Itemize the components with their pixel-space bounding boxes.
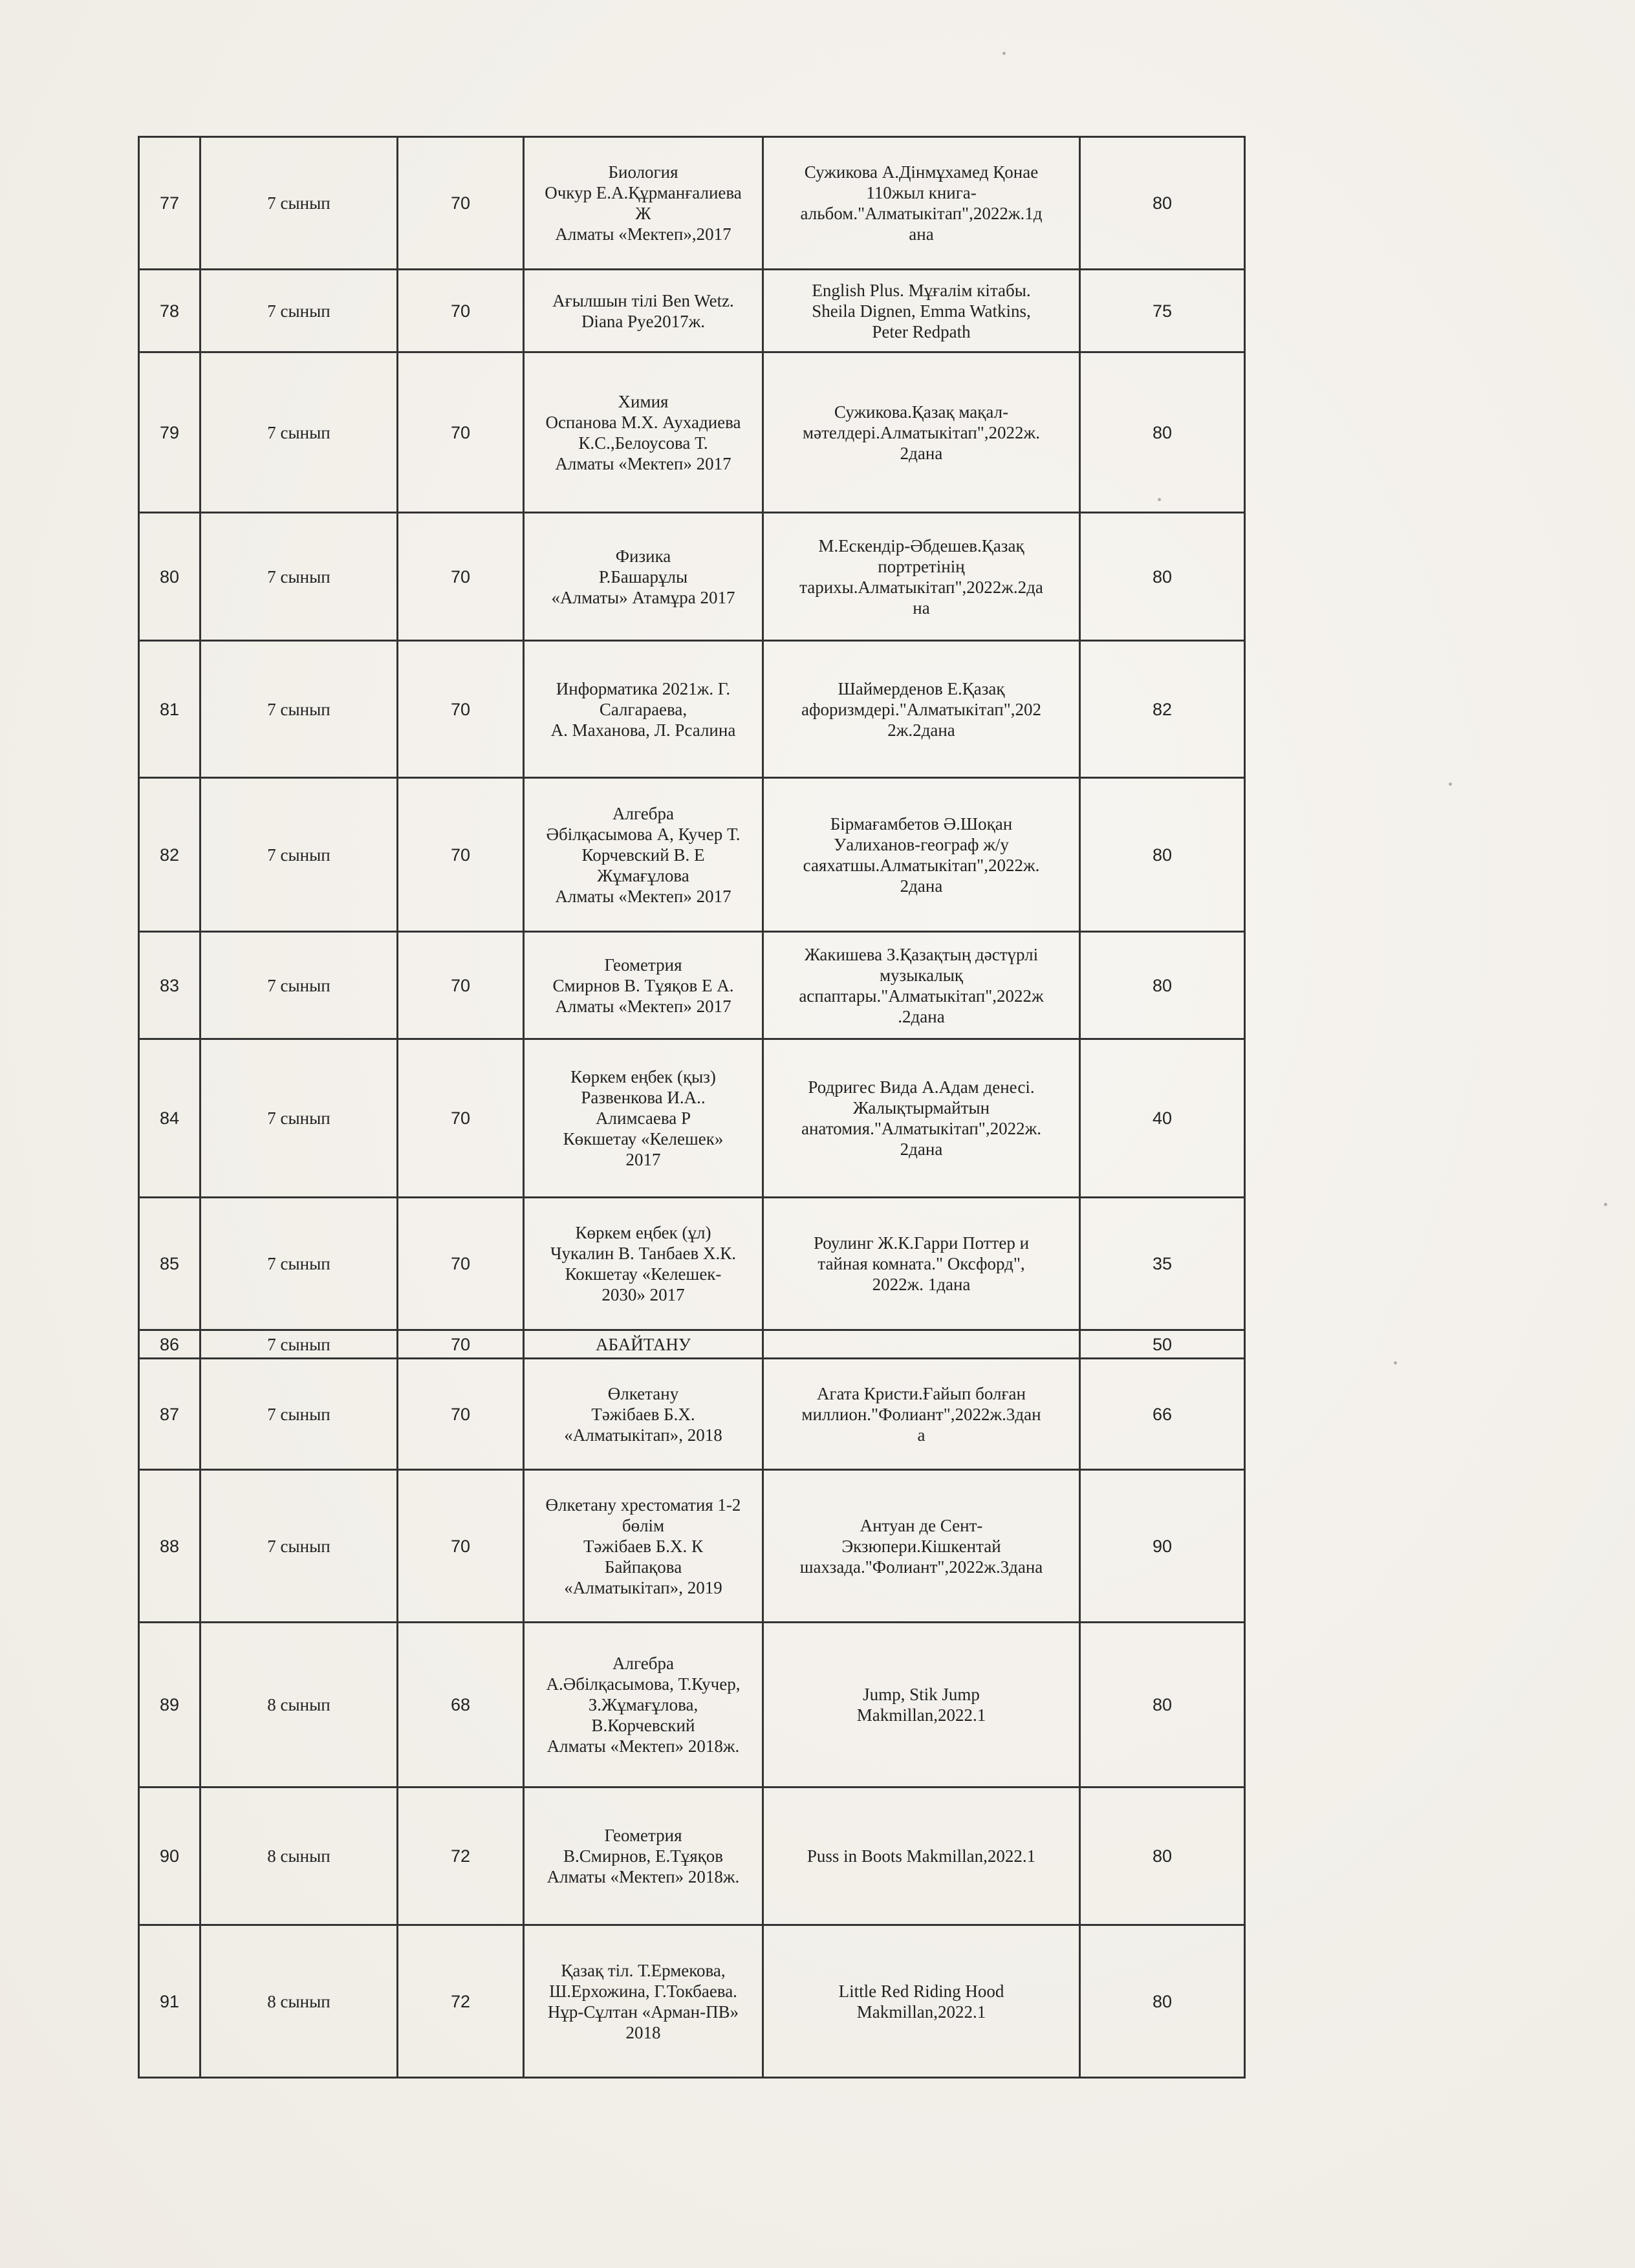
student-count: 70 xyxy=(398,1330,524,1359)
table-row xyxy=(139,352,1245,513)
textbook-cell: Көркем еңбек (қыз) Развенкова И.А.. Алимсаева Р Көкшетау «Келешек» 2017 xyxy=(524,1039,763,1198)
quantity-cell: 82 xyxy=(1080,641,1245,778)
grade-cell: 7 сынып xyxy=(200,513,398,641)
table-row xyxy=(139,1039,1245,1198)
table-row xyxy=(139,1359,1245,1470)
student-count: 68 xyxy=(398,1623,524,1787)
row-number: 86 xyxy=(139,1330,200,1359)
row-number: 77 xyxy=(139,137,200,270)
book-cell: Роулинг Ж.К.Гарри Поттер и тайная комната." Оксфорд", 2022ж. 1дана xyxy=(763,1198,1080,1330)
textbook-cell: Геометрия В.Смирнов, Е.Тұяқов Алматы «Мектеп» 2018ж. xyxy=(524,1787,763,1925)
table-row xyxy=(139,641,1245,778)
quantity-cell: 80 xyxy=(1080,1787,1245,1925)
table-row xyxy=(139,270,1245,352)
grade-cell: 8 сынып xyxy=(200,1623,398,1787)
scan-speck xyxy=(1394,1361,1397,1365)
textbook-cell: Физика Р.Башарұлы «Алматы» Атамұра 2017 xyxy=(524,513,763,641)
student-count: 72 xyxy=(398,1925,524,2078)
quantity-cell: 80 xyxy=(1080,778,1245,932)
row-number: 87 xyxy=(139,1359,200,1470)
grade-cell: 7 сынып xyxy=(200,270,398,352)
student-count: 70 xyxy=(398,1198,524,1330)
grade-cell: 7 сынып xyxy=(200,1330,398,1359)
book-cell: Сужикова А.Дінмұхамед Қонае 110жыл книга- альбом."Алматыкітап",2022ж.1д ана xyxy=(763,137,1080,270)
book-cell: Бірмағамбетов Ә.Шоқан Уалиханов-географ ж/у саяхатшы.Алматыкітап",2022ж. 2дана xyxy=(763,778,1080,932)
book-cell: Jump, Stik Jump Makmillan,2022.1 xyxy=(763,1623,1080,1787)
book-cell: Puss in Boots Makmillan,2022.1 xyxy=(763,1787,1080,1925)
book-cell: English Plus. Мұғалім кітабы. Sheila Dignen, Emma Watkins, Peter Redpath xyxy=(763,270,1080,352)
table-body xyxy=(139,137,1245,2078)
scan-speck xyxy=(1002,52,1006,55)
book-cell: Шаймерденов Е.Қазақ афоризмдері."Алматыкітап",202 2ж.2дана xyxy=(763,641,1080,778)
table-row xyxy=(139,513,1245,641)
grade-cell: 7 сынып xyxy=(200,352,398,513)
student-count: 70 xyxy=(398,1470,524,1623)
row-number: 79 xyxy=(139,352,200,513)
student-count: 70 xyxy=(398,270,524,352)
scan-speck xyxy=(1604,1203,1607,1206)
quantity-cell: 50 xyxy=(1080,1330,1245,1359)
student-count: 70 xyxy=(398,641,524,778)
quantity-cell: 80 xyxy=(1080,352,1245,513)
grade-cell: 7 сынып xyxy=(200,1039,398,1198)
quantity-cell: 80 xyxy=(1080,513,1245,641)
grade-cell: 7 сынып xyxy=(200,932,398,1039)
textbook-cell: Алгебра А.Әбілқасымова, Т.Кучер, З.Жұмағұлова, В.Корчевский Алматы «Мектеп» 2018ж. xyxy=(524,1623,763,1787)
quantity-cell: 75 xyxy=(1080,270,1245,352)
book-cell: Агата Кристи.Ғайып болған миллион."Фолиант",2022ж.3дан а xyxy=(763,1359,1080,1470)
textbook-cell: Көркем еңбек (ұл) Чукалин В. Танбаев Х.К. Кокшетау «Келешек- 2030» 2017 xyxy=(524,1198,763,1330)
student-count: 70 xyxy=(398,1039,524,1198)
table-row xyxy=(139,137,1245,270)
row-number: 89 xyxy=(139,1623,200,1787)
table-row xyxy=(139,1470,1245,1623)
row-number: 85 xyxy=(139,1198,200,1330)
grade-cell: 7 сынып xyxy=(200,1470,398,1623)
student-count: 70 xyxy=(398,932,524,1039)
textbook-cell: Информатика 2021ж. Г. Салгараева, А. Маханова, Л. Рсалина xyxy=(524,641,763,778)
student-count: 70 xyxy=(398,513,524,641)
row-number: 80 xyxy=(139,513,200,641)
quantity-cell: 35 xyxy=(1080,1198,1245,1330)
grade-cell: 7 сынып xyxy=(200,1359,398,1470)
textbook-cell: Химия Оспанова М.Х. Аухадиева К.С.,Белоусова Т. Алматы «Мектеп» 2017 xyxy=(524,352,763,513)
grade-cell: 8 сынып xyxy=(200,1787,398,1925)
grade-cell: 7 сынып xyxy=(200,1198,398,1330)
textbook-cell: Геометрия Смирнов В. Тұяқов Е А. Алматы «Мектеп» 2017 xyxy=(524,932,763,1039)
row-number: 78 xyxy=(139,270,200,352)
table-row xyxy=(139,1330,1245,1359)
textbook-cell: Қазақ тіл. Т.Ермекова, Ш.Ерхожина, Г.Токбаева. Нұр-Сұлтан «Арман-ПВ» 2018 xyxy=(524,1925,763,2078)
quantity-cell: 90 xyxy=(1080,1470,1245,1623)
row-number: 83 xyxy=(139,932,200,1039)
row-number: 82 xyxy=(139,778,200,932)
grade-cell: 7 сынып xyxy=(200,778,398,932)
book-cell: Little Red Riding Hood Makmillan,2022.1 xyxy=(763,1925,1080,2078)
scan-speck xyxy=(1158,498,1161,501)
book-cell: Сужикова.Қазақ мақал- мәтелдері.Алматыкітап",2022ж. 2дана xyxy=(763,352,1080,513)
student-count: 72 xyxy=(398,1787,524,1925)
book-cell: Родригес Вида А.Адам денесі. Жалықтырмайтын анатомия."Алматыкітап",2022ж. 2дана xyxy=(763,1039,1080,1198)
table-row xyxy=(139,778,1245,932)
quantity-cell: 80 xyxy=(1080,1925,1245,2078)
textbook-table xyxy=(138,136,1246,2079)
quantity-cell: 40 xyxy=(1080,1039,1245,1198)
table-row xyxy=(139,1787,1245,1925)
row-number: 88 xyxy=(139,1470,200,1623)
book-cell: Жакишева З.Қазақтың дәстүрлі музыкалық аспаптары."Алматыкітап",2022ж .2дана xyxy=(763,932,1080,1039)
textbook-cell: Биология Очкур Е.А.Құрманғалиева Ж Алматы «Мектеп»,2017 xyxy=(524,137,763,270)
textbook-cell: Өлкетану Тәжібаев Б.Х. «Алматыкітап», 2018 xyxy=(524,1359,763,1470)
table-row xyxy=(139,932,1245,1039)
student-count: 70 xyxy=(398,137,524,270)
book-cell: М.Ескендір-Әбдешев.Қазақ портретінің тарихы.Алматыкітап",2022ж.2да на xyxy=(763,513,1080,641)
grade-cell: 7 сынып xyxy=(200,641,398,778)
grade-cell: 7 сынып xyxy=(200,137,398,270)
student-count: 70 xyxy=(398,352,524,513)
quantity-cell: 66 xyxy=(1080,1359,1245,1470)
row-number: 91 xyxy=(139,1925,200,2078)
book-cell: Антуан де Сент- Экзюпери.Кішкентай шахзада."Фолиант",2022ж.3дана xyxy=(763,1470,1080,1623)
textbook-cell: АБАЙТАНУ xyxy=(524,1330,763,1359)
table-row xyxy=(139,1925,1245,2078)
row-number: 90 xyxy=(139,1787,200,1925)
quantity-cell: 80 xyxy=(1080,932,1245,1039)
quantity-cell: 80 xyxy=(1080,1623,1245,1787)
table-row xyxy=(139,1198,1245,1330)
row-number: 84 xyxy=(139,1039,200,1198)
book-cell xyxy=(763,1330,1080,1359)
grade-cell: 8 сынып xyxy=(200,1925,398,2078)
textbook-cell: Ағылшын тілі Ben Wetz. Diana Pye2017ж. xyxy=(524,270,763,352)
table-row xyxy=(139,1623,1245,1787)
quantity-cell: 80 xyxy=(1080,137,1245,270)
student-count: 70 xyxy=(398,778,524,932)
scan-speck xyxy=(1449,783,1452,786)
row-number: 81 xyxy=(139,641,200,778)
textbook-cell: Өлкетану хрестоматия 1-2 бөлім Тәжібаев Б.Х. К Байпақова «Алматыкітап», 2019 xyxy=(524,1470,763,1623)
student-count: 70 xyxy=(398,1359,524,1470)
textbook-cell: Алгебра Әбілқасымова А, Кучер Т. Корчевский В. Е Жұмағұлова Алматы «Мектеп» 2017 xyxy=(524,778,763,932)
